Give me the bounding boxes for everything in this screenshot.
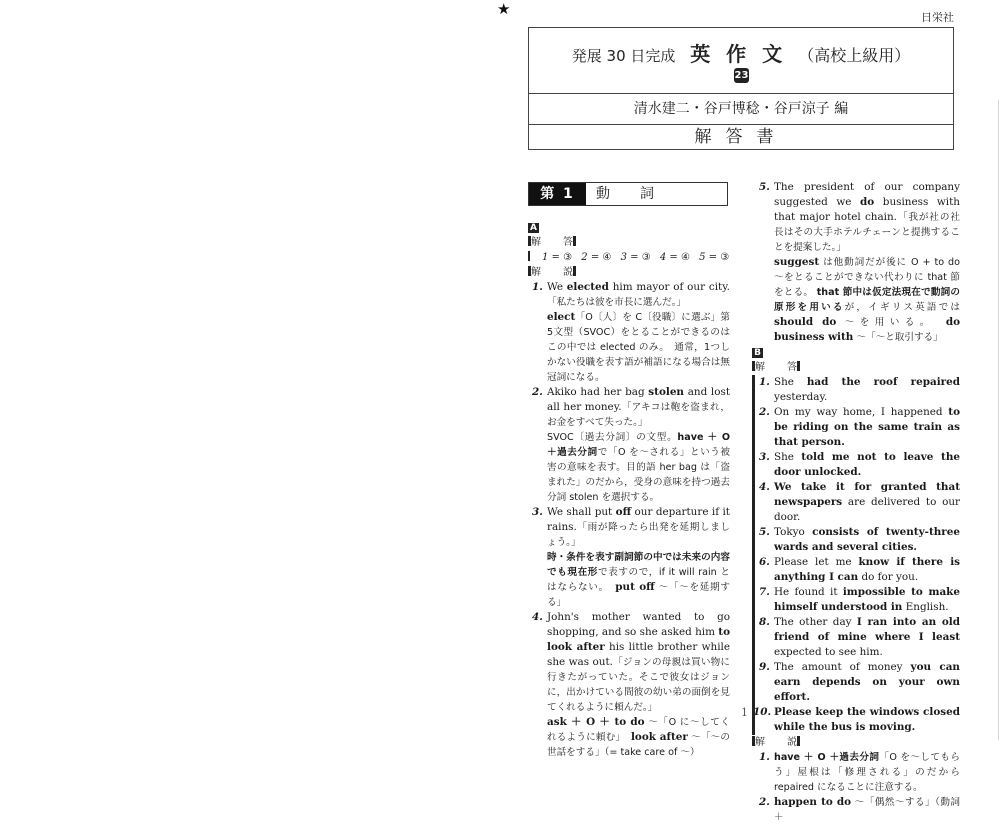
note-text: は他動詞だが後に O + to do ～をとることができない代わりに that 節をとる。 — [774, 257, 960, 298]
sentence: our departure if it rains. — [547, 506, 730, 533]
note-text: が，イギリス英語では — [844, 302, 960, 313]
sentence: and lost all her money. — [547, 386, 731, 413]
item-number: 7. — [759, 586, 770, 598]
explanation-label — [528, 265, 730, 280]
explanation-label — [752, 735, 960, 750]
label-text: 説 — [563, 267, 573, 278]
label-text: 答 — [563, 237, 573, 248]
title-main: 英作文 — [690, 42, 799, 66]
answer-value: ③ — [641, 252, 651, 263]
item-number: 4. — [532, 611, 543, 623]
title-suffix: （高校上級用） — [798, 46, 911, 65]
explanation-note — [528, 430, 730, 505]
explanation-item — [755, 750, 960, 795]
answer-label — [752, 360, 960, 375]
answer-item — [755, 660, 960, 705]
answer-item — [755, 375, 960, 405]
item-number: 2. — [759, 796, 770, 808]
item-number: 1. — [759, 376, 770, 388]
note-text: で「O を～される」という被害の意味を表す。目的語 her bag は「盗まれた」のだから，受身の意味を持つ過去分詞 stolen を選択する。 — [547, 447, 730, 503]
sentence: business with that major hotel chain. — [774, 196, 960, 223]
item-number: 1. — [532, 281, 543, 293]
sentence: John's mother wanted to go shopping, and so she asked him — [547, 611, 730, 638]
title-prefix: 発展 30 日完成 — [571, 47, 676, 65]
answer-item — [755, 525, 960, 555]
sentence: We shall put — [547, 506, 616, 518]
document-type: 解答書 — [694, 127, 788, 147]
item-number: 5. — [759, 181, 770, 193]
answer-value: ④ — [602, 252, 612, 263]
answer-item — [755, 615, 960, 660]
sentence-bold: elected — [566, 281, 609, 293]
answer-text: On my way home, I happened to be riding on the same train as that person. — [774, 406, 960, 448]
label-text: 解 — [755, 737, 765, 748]
item-number: 10. — [753, 706, 772, 718]
answer-text: He found it impossible to make himself understood in English. — [774, 586, 960, 613]
answers-b — [752, 375, 960, 735]
note-bold: do business with — [774, 316, 961, 343]
answer-num: 1 — [542, 252, 549, 263]
item-number: 9. — [759, 661, 770, 673]
answer-num: 5 — [699, 252, 706, 263]
note-bold: that 節中は仮定法現在で動詞の原形を用いる — [774, 287, 960, 313]
translation: 「私たちは彼を市長に選んだ。」 — [547, 297, 687, 308]
note-bold: elect — [547, 311, 576, 323]
explanation-note — [528, 550, 730, 610]
note-bold: have ＋ O ＋過去分詞 — [547, 432, 731, 458]
explanation-note — [755, 255, 960, 345]
note-text: ～「～の世話をする」（= take care of ～） — [547, 732, 731, 758]
note-bold: should do — [774, 316, 837, 328]
note-bold: look after — [630, 731, 688, 743]
answer-text: She had the roof repaired yesterday. — [774, 376, 960, 403]
note-text: で表すので，if it will rain とはならない。 — [547, 567, 731, 593]
sentence-bold: to look after — [547, 626, 730, 653]
item-number: 1. — [759, 751, 770, 763]
label-bar-icon — [573, 236, 576, 246]
item-number: 2. — [759, 406, 770, 418]
right-column — [755, 180, 960, 825]
book-title — [529, 38, 953, 67]
explanation-item — [528, 385, 730, 430]
note-text: ～「偶然～する」（動詞＋ — [774, 797, 960, 823]
answer-text: We take it for granted that newspapers are delivered to our door. — [774, 481, 960, 523]
note-bold: 時・条件を表す副詞節の中では未来の内容でも現在形 — [547, 552, 730, 578]
label-bar-icon — [797, 736, 800, 746]
explanation-note — [528, 715, 730, 760]
item-number: 5. — [759, 526, 770, 538]
note-bold: have ＋ O ＋過去分詞 — [774, 752, 880, 763]
sentence-bold: stolen — [648, 386, 684, 398]
item-number: 3. — [532, 506, 543, 518]
page-number: 1 — [741, 706, 748, 719]
item-number: 6. — [759, 556, 770, 568]
label-text: 解 — [531, 267, 541, 278]
label-text: 解 — [755, 362, 765, 373]
explanation-item — [755, 180, 960, 255]
explanation-item — [528, 610, 730, 715]
sentence: him mayor of our city. — [608, 281, 730, 293]
answer-num: 4 — [659, 252, 667, 263]
note-bold: ask ＋ O ＋ to do — [547, 716, 645, 728]
note-bold: happen to do — [774, 796, 852, 808]
sentence: his little brother while she was out. — [547, 641, 730, 668]
title-row — [529, 28, 953, 94]
answer-text: Please keep the windows closed while the bus is moving. — [774, 706, 960, 733]
sentence: We — [547, 281, 567, 293]
sentence-bold: do — [860, 196, 875, 208]
title-box — [528, 27, 954, 150]
item-number: 2. — [532, 386, 543, 398]
answer-item — [755, 450, 960, 480]
day-topic: 動詞 — [596, 186, 684, 202]
page-edge-line — [998, 100, 999, 740]
answer-value: ③ — [720, 252, 730, 263]
item-number: 8. — [759, 616, 770, 628]
answer-item — [755, 585, 960, 615]
note-text: ～を用いる。 — [836, 317, 930, 328]
explanation-note — [528, 310, 730, 385]
answer-text: The amount of money you can earn depends on your own effort. — [774, 661, 960, 703]
label-text: 答 — [787, 362, 797, 373]
label-bar-icon — [528, 251, 530, 261]
explanation-item — [528, 505, 730, 550]
note-text: ～「～を延期する」 — [547, 582, 731, 608]
answer-item — [755, 705, 960, 735]
answer-item — [755, 405, 960, 450]
answer-text: Please let me know if there is anything I can do for you. — [774, 556, 961, 583]
note-text: 「O〔人〕を C〔役職〕に選ぶ」第5文型（SVOC）をとることができるのはこの中では elected のみ。 通常，1つしかない役職を表す語が補語になる場合は無冠詞になる。 — [547, 312, 730, 383]
sentence: The president of our company suggested we — [774, 181, 960, 208]
note-text: ～「O に～してくれるように頼む」 — [547, 717, 730, 743]
answer-value: ③ — [563, 252, 573, 263]
explanation-item — [755, 795, 960, 825]
answer-item — [755, 480, 960, 525]
label-text: 解 — [531, 237, 541, 248]
publisher-name: 日栄社 — [921, 11, 954, 24]
sentence: Akiko had her bag — [547, 386, 649, 398]
note-bold: put off — [615, 581, 655, 593]
section-a-mark: A — [528, 223, 539, 233]
authors: 清水建二・谷戸博稔・谷戸涼子 編 — [529, 94, 953, 125]
note-text: SVOC〔過去分詞〕の文型。 — [547, 432, 678, 443]
label-bar-icon — [573, 266, 576, 276]
answers-a: 1 = ③ 2 = ④ 3 = ③ 4 = ④ 5 = ③ — [528, 250, 730, 265]
left-column — [528, 220, 730, 760]
translation: 「ジョンの母親は買い物に行きたがっていた。そこで彼女はジョンに，出かけている間彼の幼い弟の面倒を見てくれるように頼んだ。」 — [547, 657, 730, 713]
label-text: 説 — [787, 737, 797, 748]
volume-badge: 23 — [734, 70, 749, 81]
answer-value: ④ — [680, 252, 690, 263]
note-text: ～「～と取引する」 — [853, 332, 943, 343]
translation: 「雨が降ったら出発を延期しましょう。」 — [547, 522, 730, 548]
sentence-bold: off — [615, 506, 632, 518]
explanation-item — [528, 280, 730, 310]
answer-label — [528, 235, 730, 250]
answer-item — [755, 555, 960, 585]
answer-text: Tokyo consists of twenty-three wards and several cities. — [774, 526, 960, 553]
answer-text: She told me not to leave the door unlocked. — [774, 451, 960, 478]
item-number: 4. — [759, 481, 770, 493]
day-header — [528, 182, 728, 224]
note-bold: suggest — [774, 256, 820, 268]
translation: 「我が社の社長はその大手ホテルチェーンと提携することを提案した。」 — [774, 212, 960, 253]
section-b-mark: B — [752, 348, 763, 358]
answer-num: 3 — [620, 252, 627, 263]
item-number: 3. — [759, 451, 770, 463]
label-bar-icon — [797, 361, 800, 371]
day-label: 第 1 日 — [529, 183, 586, 205]
answer-num: 2 — [581, 252, 588, 263]
star-mark: ★ — [497, 0, 511, 18]
note-text: 「O を～してもらう」屋根は「修理される」のだから repaired になることに注意する。 — [774, 752, 960, 793]
answer-text: The other day I ran into an old friend of mine where I least expected to see him. — [774, 616, 960, 658]
translation: 「アキコは鞄を盗まれ，お金をすべて失った。」 — [547, 402, 730, 428]
